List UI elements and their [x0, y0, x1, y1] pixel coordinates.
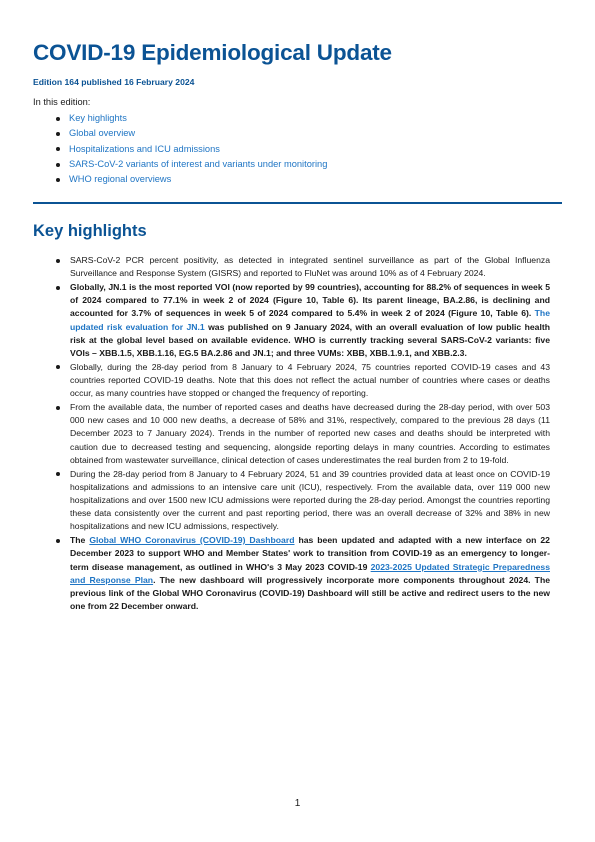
toc-link-hospitalizations[interactable]: Hospitalizations and ICU admissions — [56, 142, 327, 157]
highlight-text: During the 28-day period from 8 January to 4 February 2024, 51 and 39 countries provided data at least once on COVID-19 hospitalizations and admissions to an intensive care unit (ICU), respectively. From the available data, over 119 000 new hospitalizations and over 1500 new ICU admissions were reported during the 28-day period. Amongst the countries reporting these data consistently over the current and past reporting period, there was an overall decrease of 32% and 38% in new hospitalizations and new ICU admissions, respectively. — [70, 468, 550, 532]
dashboard-link[interactable]: Global WHO Coronavirus (COVID-19) Dashboard — [89, 535, 295, 546]
highlight-text: SARS-CoV-2 PCR percent positivity, as detected in integrated sentinel surveillance as part of the Global Influenza Surveillance and Response System (GISRS) and reported to FluNet was around 10% as of 4 February 2024. — [70, 255, 550, 279]
highlight-item-variants — [56, 281, 550, 360]
highlight-text: Globally, during the 28-day period from 8 January to 4 February 2024, 75 countries reported COVID-19 cases and 43 countries reported COVID-19 deaths. Note that this does not reflect the actual number of countries where cases or deaths occur, as many countries have stopped or changed the frequency of reporting. — [70, 361, 550, 399]
highlight-text: has been updated and adapted with a new interface on 22 December 2023 to support WHO and Member States' work to transition from COVID-19 as an emergency to longer-term disease management, as outlined in WHO's 3 May 2023 COVID-19 — [70, 535, 550, 572]
table-of-contents — [56, 111, 327, 187]
section-heading-key-highlights: Key highlights — [33, 222, 147, 240]
document-title: COVID-19 Epidemiological Update — [33, 40, 392, 65]
highlight-text: The — [70, 535, 90, 546]
page-number: 1 — [294, 798, 301, 809]
highlight-text: Globally, JN.1 is the most reported VOI (now reported by 99 countries), accounting for 88.2% of sequences in week 5 of 2024 compared to 77.1% in week 2 of 2024 (Figure 10, Table 6). Its parent lineage, BA.2.86, is declining and accounted for 3.7% of sequences in week 5 of 2024 compared to 5.4% in week 2 of 2024 (Figure 10, Table 6). — [70, 282, 550, 319]
toc-link-key-highlights[interactable]: Key highlights — [56, 111, 327, 126]
risk-evaluation-jn1-link[interactable]: The updated risk evaluation for JN.1 — [70, 308, 550, 332]
highlight-item-reporting-countries — [56, 361, 550, 400]
toc-link-variants[interactable]: SARS-CoV-2 variants of interest and variants under monitoring — [56, 157, 327, 172]
highlight-item-cases-deaths — [56, 401, 550, 467]
highlight-text: . The new dashboard will progressively incorporate more components throughout 2024. The previous link of the Global WHO Coronavirus (COVID-19) Dashboard will still be active and redirect users to the new one from 22 December onward. — [70, 574, 551, 612]
strategic-plan-link[interactable]: 2023-2025 Updated Strategic Preparedness and Response Plan — [70, 561, 550, 585]
key-highlights-list — [56, 254, 550, 614]
toc-intro: In this edition: — [33, 97, 91, 107]
highlight-item-dashboard — [56, 534, 550, 613]
toc-link-global-overview[interactable]: Global overview — [56, 126, 327, 141]
highlight-text: was published on 9 January 2024, with an overall evaluation of low public health risk at the global level based on available evidence. WHO is currently tracking several SARS-CoV-2 variants: five VOIs – XBB.1.5, XBB.1.16, EG.5 BA.2.86 and JN.1; and three VUMs: XBB, XBB.1.9.1, and XBB.2.3. — [70, 321, 550, 358]
section-divider — [33, 202, 562, 204]
highlight-text: From the available data, the number of reported cases and deaths have decreased during the 28-day period, with over 503 000 new cases and 10 000 new deaths, a decrease of 58% and 31%, respectively, compared to the previous 28 days (11 December 2023 to 7 January 2024). Trends in the number of reported new cases and deaths should be interpreted with caution due to decreased testing and sequencing, alongside reporting delays in many countries. According to estimates obtained from wastewater surveillance, clinical detection of cases underestimates the real burden from 2 to 19-fold. — [70, 402, 550, 465]
highlight-item-percent-positivity — [56, 254, 550, 280]
highlight-item-hospitalizations — [56, 468, 550, 534]
edition-line: Edition 164 published 16 February 2024 — [33, 77, 195, 87]
toc-link-regional-overviews[interactable]: WHO regional overviews — [56, 172, 327, 187]
